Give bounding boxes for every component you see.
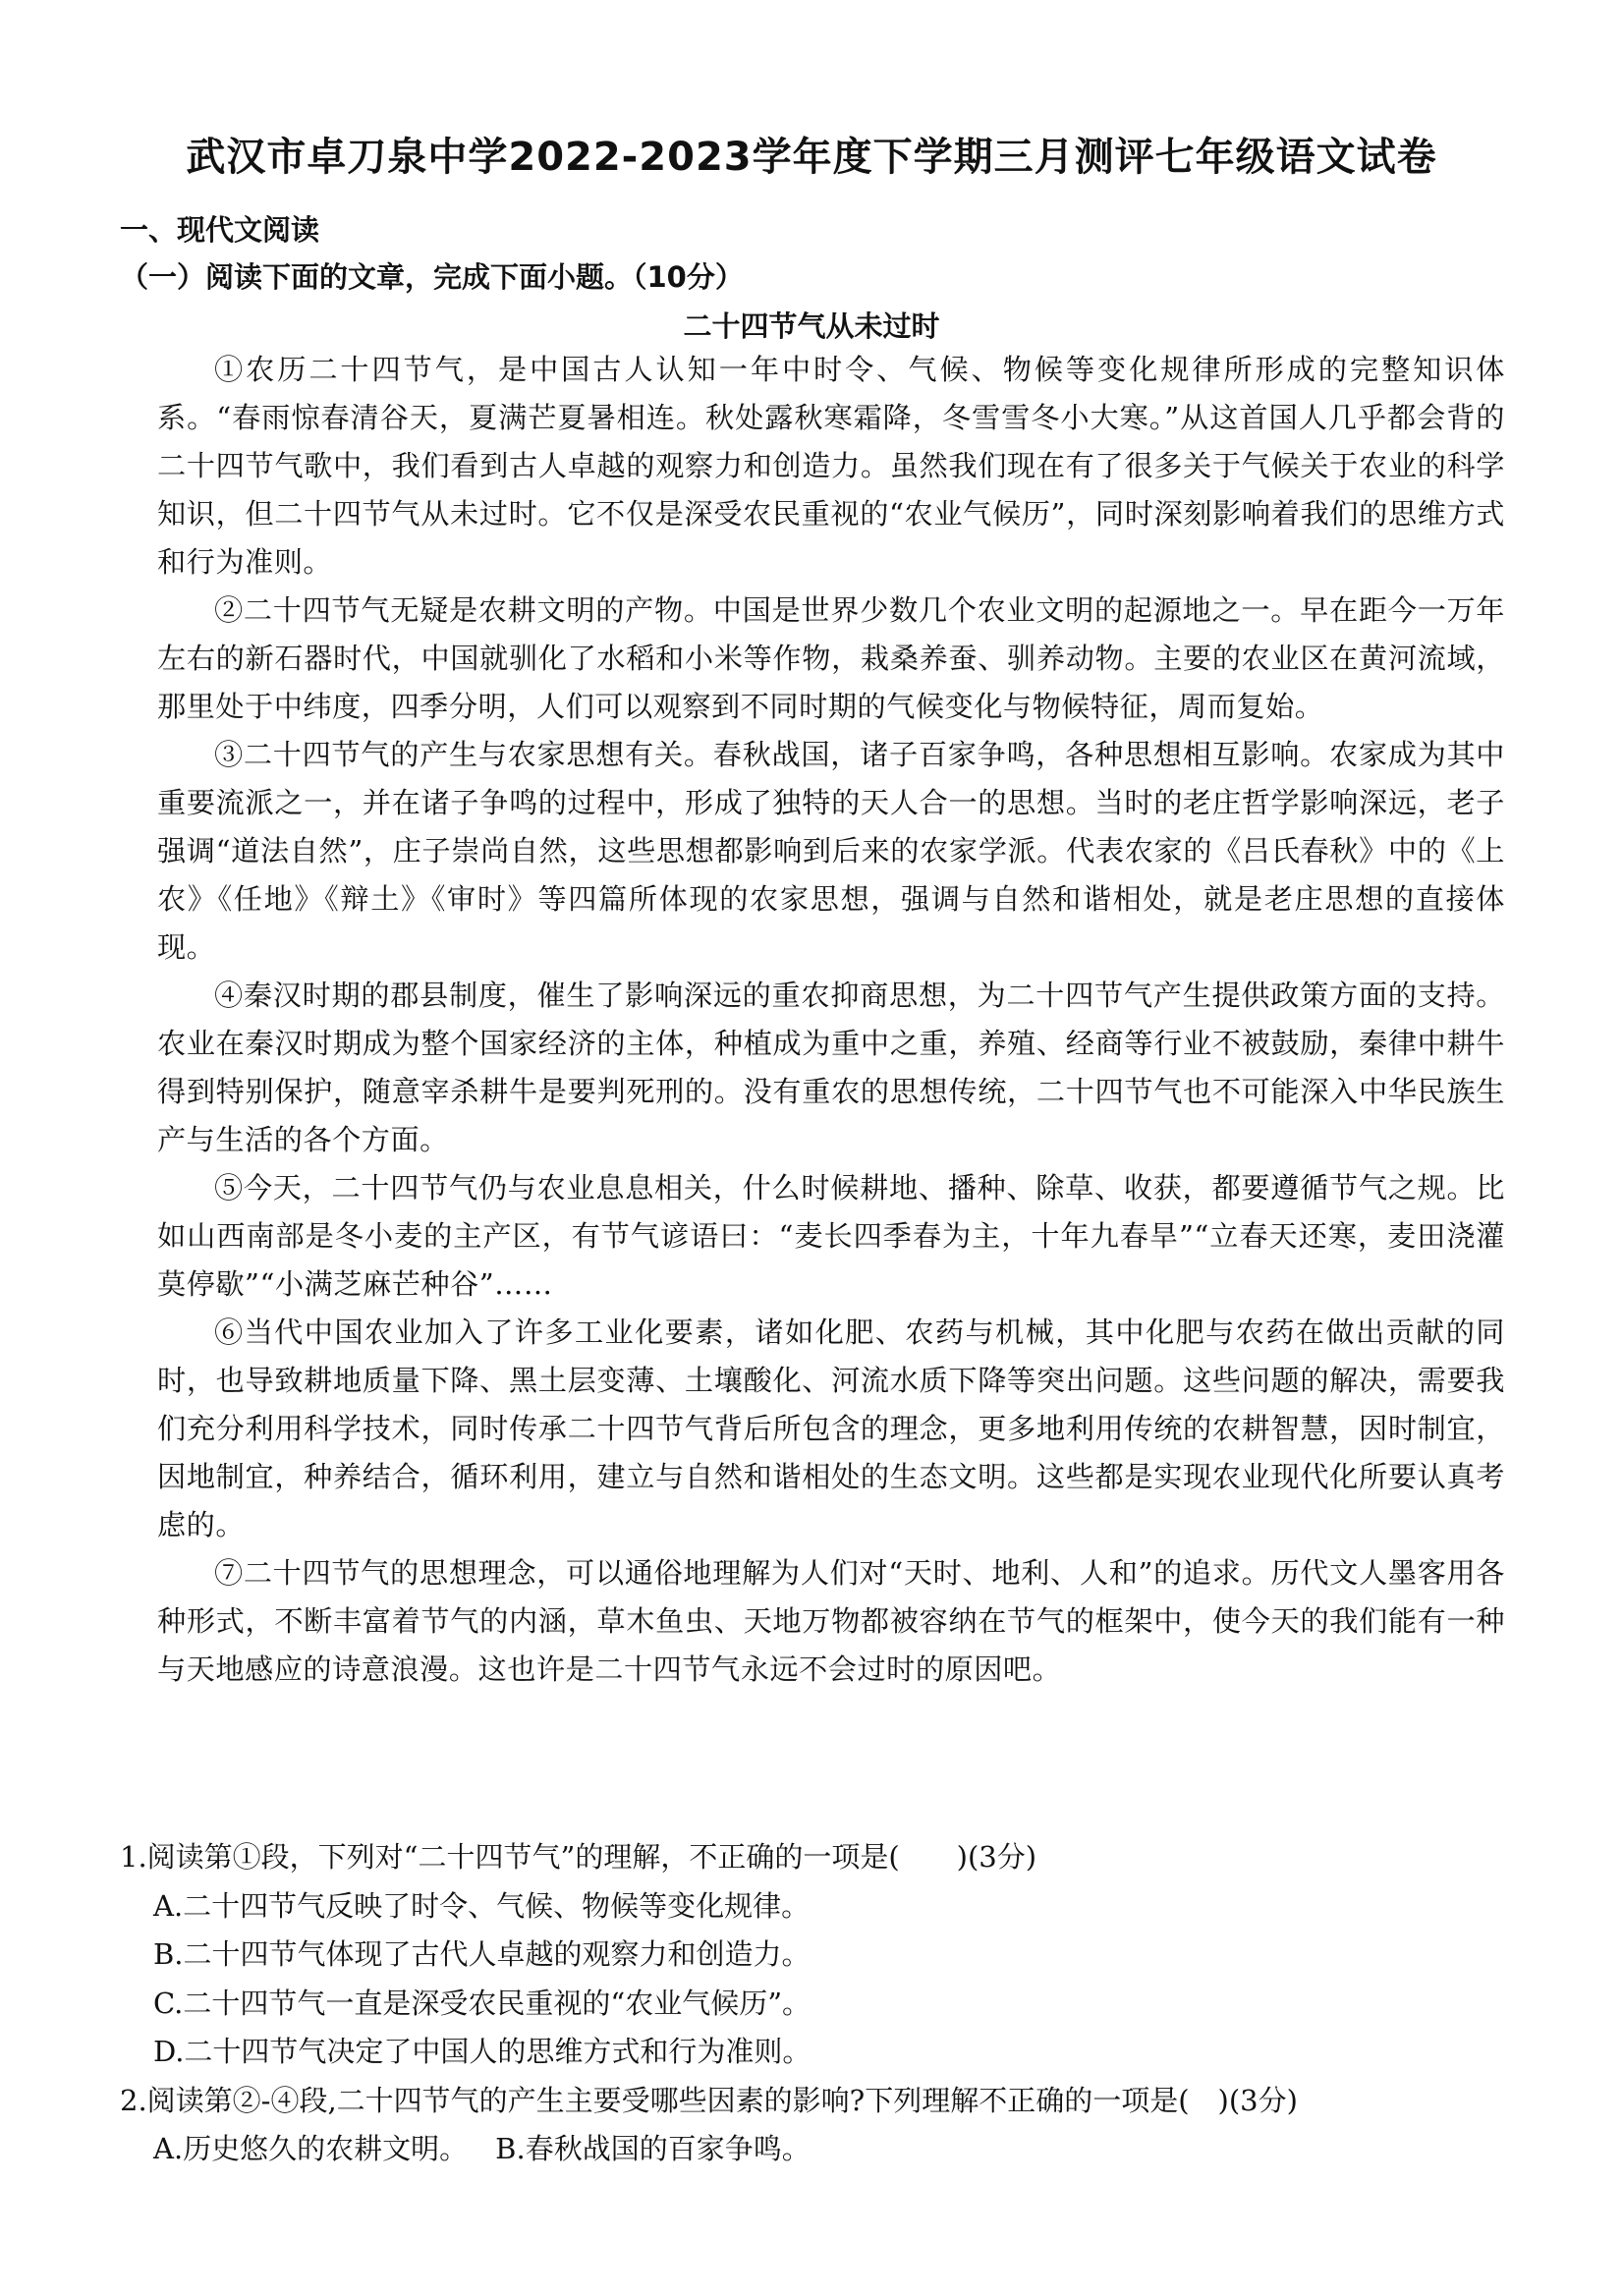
question-1-option-b: B.二十四节气体现了古代人卓越的观察力和创造力。 bbox=[153, 1937, 811, 1971]
article-paragraph-6: ⑥当代中国农业加入了许多工业化要素，诸如化肥、农药与机械，其中化肥与农药在做出贡献的同时，也导致耕地质量下降、黑土层变薄、土壤酸化、河流水质下降等突出问题。这些问题的解决，需要我们充分利用科学技术，同时传承二十四节气背后所包含的理念，更多地利用传统的农耕智慧，因时制宜，因地制宜，种养结合，循环利用，建立与自然和谐相处的生态文明。这些都是实现农业现代化所要认真考虑的。 bbox=[157, 1316, 1505, 1541]
article-paragraph-1: ①农历二十四节气，是中国古人认知一年中时令、气候、物候等变化规律所形成的完整知识体系。“春雨惊春清谷天，夏满芒夏暑相连。秋处露秋寒霜降，冬雪雪冬小大寒。”从这首国人几乎都会背的二十四节气歌中，我们看到古人卓越的观察力和创造力。虽然我们现在有了很多关于气候关于农业的科学知识，但二十四节气从未过时。它不仅是深受农民重视的“农业气候历”，同时深刻影响着我们的思维方式和行为准则。 bbox=[157, 353, 1505, 579]
article-paragraph-3: ③二十四节气的产生与农家思想有关。春秋战国，诸子百家争鸣，各种思想相互影响。农家成为其中重要流派之一，并在诸子争鸣的过程中，形成了独特的天人合一的思想。当时的老庄哲学影响深远，老子强调“道法自然”，庄子崇尚自然，这些思想都影响到后来的农家学派。代表农家的《吕氏春秋》中的《上农》《任地》《辩土》《审时》等四篇所体现的农家思想，强调与自然和谐相处，就是老庄思想的直接体现。 bbox=[157, 738, 1505, 964]
question-1-option-d: D.二十四节气决定了中国人的思维方式和行为准则。 bbox=[153, 2035, 812, 2068]
reading-instruction: （一）阅读下面的文章，完成下面小题。（10分） bbox=[120, 260, 744, 294]
article-body bbox=[157, 346, 1505, 1694]
article-title: 二十四节气从未过时 bbox=[683, 309, 940, 343]
question-list bbox=[120, 1833, 1515, 2174]
question-1-option-c: C.二十四节气一直是深受农民重视的“农业气候历”。 bbox=[153, 1986, 812, 2020]
article-paragraph-7: ⑦二十四节气的思想理念，可以通俗地理解为人们对“天时、地利、人和”的追求。历代文人墨客用各种形式，不断丰富着节气的内涵，草木鱼虫、天地万物都被容纳在节气的框架中，使今天的我们能有一种与天地感应的诗意浪漫。这也许是二十四节气永远不会过时的原因吧。 bbox=[157, 1556, 1505, 1686]
question-2-option-b: B.春秋战国的百家争鸣。 bbox=[495, 2132, 811, 2165]
article-paragraph-2: ②二十四节气无疑是农耕文明的产物。中国是世界少数几个农业文明的起源地之一。早在距今一万年左右的新石器时代，中国就驯化了水稻和小米等作物，栽桑养蚕、驯养动物。主要的农业区在黄河流域，那里处于中纬度，四季分明，人们可以观察到不同时期的气候变化与物候特征，周而复始。 bbox=[157, 593, 1505, 723]
question-2-options-row bbox=[120, 2125, 1515, 2174]
section-heading: 一、现代文阅读 bbox=[120, 213, 320, 247]
article-paragraph-4: ④秦汉时期的郡县制度，催生了影响深远的重农抑商思想，为二十四节气产生提供政策方面的支持。农业在秦汉时期成为整个国家经济的主体，种植成为重中之重，养殖、经商等行业不被鼓励，秦律中耕牛得到特别保护，随意宰杀耕牛是要判死刑的。没有重农的思想传统，二十四节气也不可能深入中华民族生产与生活的各个方面。 bbox=[157, 979, 1505, 1156]
exam-title: 武汉市卓刀泉中学2022-2023学年度下学期三月测评七年级语文试卷 bbox=[186, 135, 1437, 180]
question-2-stem: 2.阅读第②-④段,二十四节气的产生主要受哪些因素的影响?下列理解不正确的一项是( )(3分) bbox=[120, 2083, 1298, 2117]
article-paragraph-5: ⑤今天，二十四节气仍与农业息息相关，什么时候耕地、播种、除草、收获，都要遵循节气之规。比如山西南部是冬小麦的主产区，有节气谚语曰：“麦长四季春为主，十年九春旱”“立春天还寒，麦田浇灌莫停歇”“小满芝麻芒种谷”…… bbox=[157, 1171, 1505, 1301]
question-1-option-a: A.二十四节气反映了时令、气候、物候等变化规律。 bbox=[153, 1888, 811, 1923]
question-2-option-a: A.历史悠久的农耕文明。 bbox=[153, 2132, 469, 2165]
question-1-stem: 1.阅读第①段，下列对“二十四节气”的理解，不正确的一项是( )(3分) bbox=[120, 1840, 1037, 1874]
